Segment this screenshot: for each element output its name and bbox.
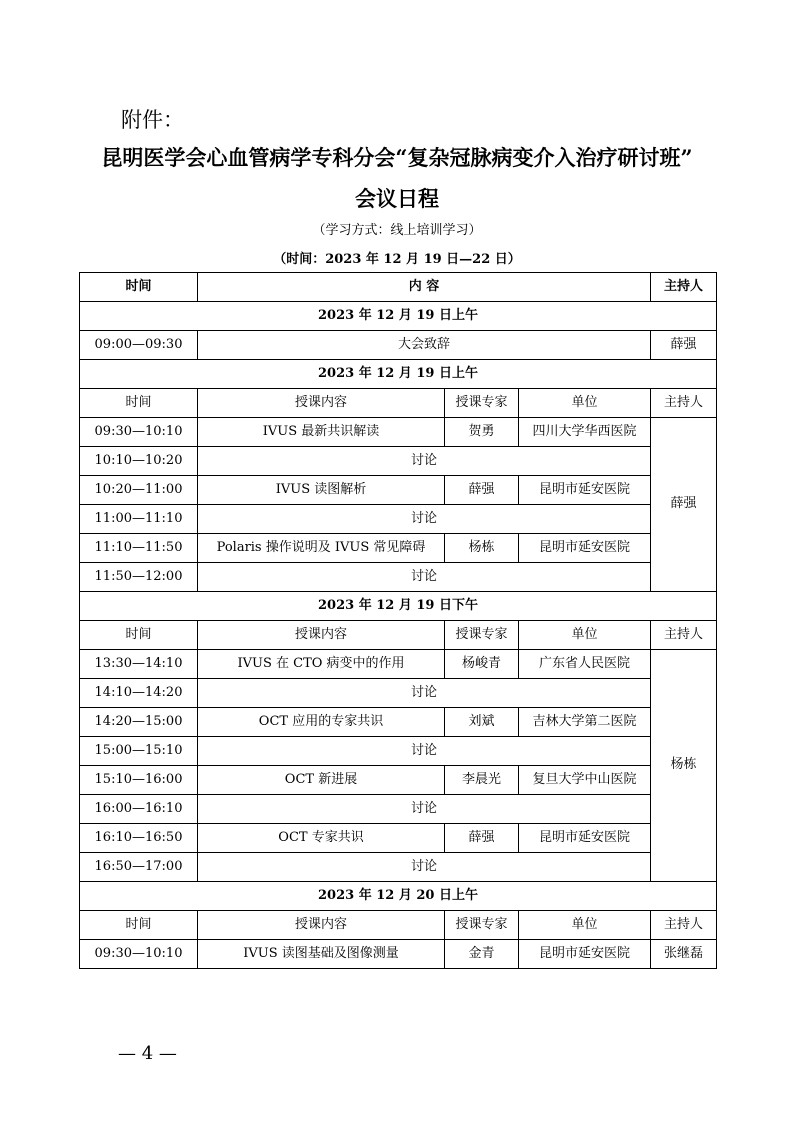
col-host: 主持人: [651, 621, 717, 650]
row-host: 张继磊: [651, 940, 717, 969]
row-discussion: 讨论: [198, 795, 651, 824]
table-row: [80, 563, 717, 592]
table-row: [80, 795, 717, 824]
row-topic: OCT 应用的专家共识: [198, 708, 445, 737]
row-time: 09:30—10:10: [80, 418, 198, 447]
table-row: [80, 534, 717, 563]
section-row: [80, 360, 717, 389]
row-expert: 杨峻青: [445, 650, 519, 679]
row-time: 09:00—09:30: [80, 331, 198, 360]
row-unit: 复旦大学中山医院: [519, 766, 651, 795]
col-unit: 单位: [519, 621, 651, 650]
table-row: [80, 418, 717, 447]
row-discussion: 讨论: [198, 505, 651, 534]
row-unit: 四川大学华西医院: [519, 418, 651, 447]
row-time: 16:00—16:10: [80, 795, 198, 824]
row-discussion: 讨论: [198, 563, 651, 592]
meeting-period: （时间：2023 年 12 月 19 日—22 日）: [273, 252, 521, 267]
row-time: 14:20—15:00: [80, 708, 198, 737]
row-time: 11:50—12:00: [80, 563, 198, 592]
row-expert: 杨栋: [445, 534, 519, 563]
row-time: 09:30—10:10: [80, 940, 198, 969]
row-content: 大会致辞: [198, 331, 651, 360]
row-time: 13:30—14:10: [80, 650, 198, 679]
row-topic: IVUS 读图解析: [198, 476, 445, 505]
schedule-table: [79, 272, 717, 969]
row-unit: 昆明市延安医院: [519, 476, 651, 505]
column-header-row: [80, 911, 717, 940]
section-title: 2023 年 12 月 20 日上午: [80, 882, 717, 911]
row-expert: 刘斌: [445, 708, 519, 737]
document-subtitle: 会议日程: [355, 186, 439, 211]
header-time: 时间: [80, 273, 198, 302]
row-discussion: 讨论: [198, 679, 651, 708]
row-time: 16:10—16:50: [80, 824, 198, 853]
col-host: 主持人: [651, 389, 717, 418]
page-number: — 4 —: [118, 1043, 177, 1064]
table-row: [80, 853, 717, 882]
col-expert: 授课专家: [445, 911, 519, 940]
header-content: 内 容: [198, 273, 651, 302]
row-time: 10:10—10:20: [80, 447, 198, 476]
row-topic: OCT 专家共识: [198, 824, 445, 853]
row-time: 16:50—17:00: [80, 853, 198, 882]
col-time: 时间: [80, 621, 198, 650]
section-title: 2023 年 12 月 19 日下午: [80, 592, 717, 621]
row-topic: IVUS 最新共识解读: [198, 418, 445, 447]
row-unit: 广东省人民医院: [519, 650, 651, 679]
col-expert: 授课专家: [445, 621, 519, 650]
block-host: 薛强: [651, 418, 717, 592]
document-title: 昆明医学会心血管病学专科分会“复杂冠脉病变介入治疗研讨班”: [101, 145, 693, 170]
row-expert: 李晨光: [445, 766, 519, 795]
col-unit: 单位: [519, 911, 651, 940]
col-topic: 授课内容: [198, 389, 445, 418]
section-row: [80, 882, 717, 911]
section-title: 2023 年 12 月 19 日上午: [80, 302, 717, 331]
table-row: [80, 476, 717, 505]
attachment-label: 附件：: [121, 108, 184, 132]
table-row: [80, 505, 717, 534]
col-topic: 授课内容: [198, 911, 445, 940]
section-row: [80, 592, 717, 621]
table-row: [80, 824, 717, 853]
row-expert: 薛强: [445, 824, 519, 853]
column-header-row: [80, 621, 717, 650]
block-host: 杨栋: [651, 650, 717, 882]
row-expert: 金青: [445, 940, 519, 969]
row-time: 11:00—11:10: [80, 505, 198, 534]
row-topic: OCT 新进展: [198, 766, 445, 795]
header-host: 主持人: [651, 273, 717, 302]
row-time: 15:00—15:10: [80, 737, 198, 766]
table-row: [80, 708, 717, 737]
table-row: [80, 447, 717, 476]
col-time: 时间: [80, 911, 198, 940]
row-unit: 昆明市延安医院: [519, 824, 651, 853]
col-topic: 授课内容: [198, 621, 445, 650]
column-header-row: [80, 389, 717, 418]
study-mode: （学习方式：线上培训学习）: [312, 223, 482, 238]
row-host: 薛强: [651, 331, 717, 360]
row-unit: 昆明市延安医院: [519, 940, 651, 969]
row-time: 14:10—14:20: [80, 679, 198, 708]
col-host: 主持人: [651, 911, 717, 940]
row-time: 15:10—16:00: [80, 766, 198, 795]
col-unit: 单位: [519, 389, 651, 418]
row-discussion: 讨论: [198, 853, 651, 882]
col-time: 时间: [80, 389, 198, 418]
row-unit: 吉林大学第二医院: [519, 708, 651, 737]
table-row: [80, 940, 717, 969]
section-row: [80, 302, 717, 331]
table-row: [80, 331, 717, 360]
row-time: 10:20—11:00: [80, 476, 198, 505]
row-time: 11:10—11:50: [80, 534, 198, 563]
row-topic: IVUS 在 CTO 病变中的作用: [198, 650, 445, 679]
row-topic: Polaris 操作说明及 IVUS 常见障碍: [198, 534, 445, 563]
row-discussion: 讨论: [198, 447, 651, 476]
row-discussion: 讨论: [198, 737, 651, 766]
row-topic: IVUS 读图基础及图像测量: [198, 940, 445, 969]
table-row: [80, 650, 717, 679]
row-expert: 薛强: [445, 476, 519, 505]
row-expert: 贺勇: [445, 418, 519, 447]
col-expert: 授课专家: [445, 389, 519, 418]
table-row: [80, 679, 717, 708]
row-unit: 昆明市延安医院: [519, 534, 651, 563]
table-header-row: [80, 273, 717, 302]
section-title: 2023 年 12 月 19 日上午: [80, 360, 717, 389]
table-row: [80, 737, 717, 766]
table-row: [80, 766, 717, 795]
